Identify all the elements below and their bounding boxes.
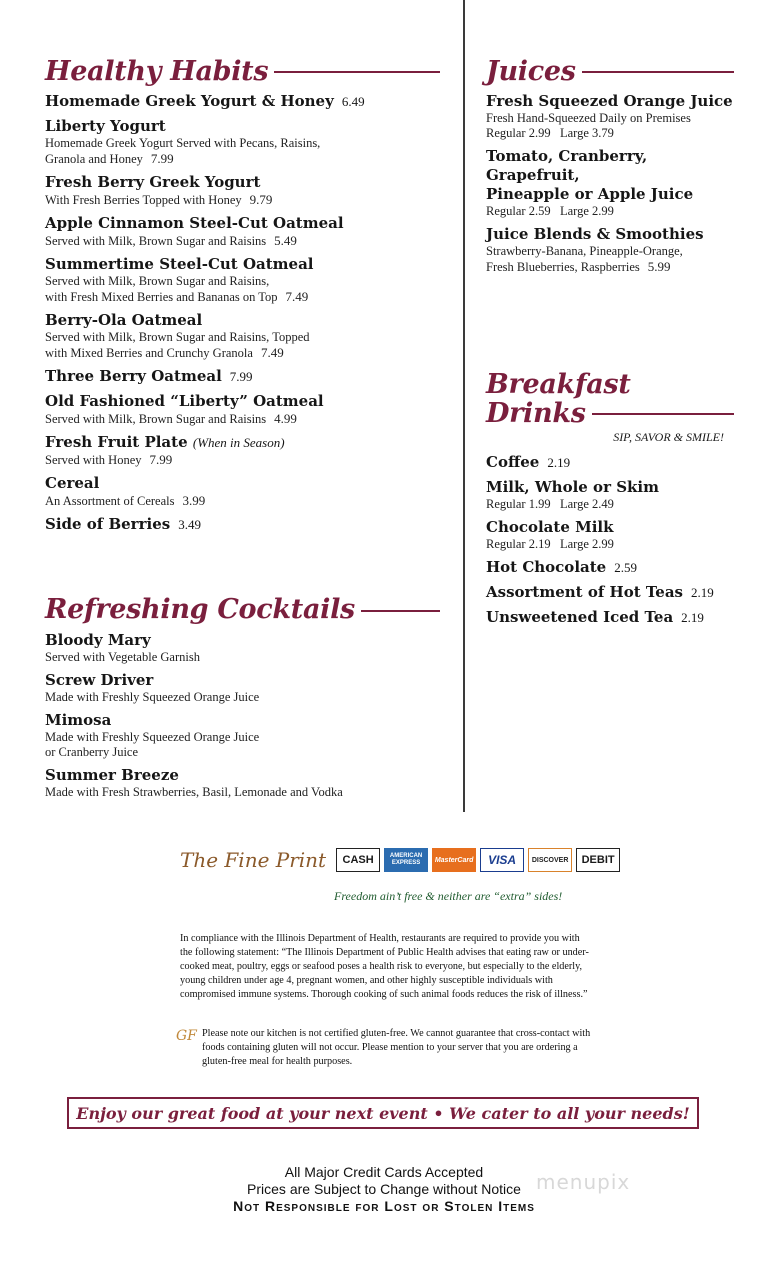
item-name: Screw Driver (45, 670, 154, 689)
item-name: Summertime Steel-Cut Oatmeal (45, 255, 314, 274)
gluten-free-notice: Please note our kitchen is not certified gluten-free. We cannot guarantee that cross-contact with foods containing gluten will not occur. Please mention to your server that you are ordering a gluten-free meal for health purposes. (202, 1028, 591, 1067)
item-desc: Made with Freshly Squeezed Orange Juice (45, 729, 260, 744)
item-price: 2.19 (547, 455, 571, 471)
item-desc: Served with Vegetable Garnish (45, 649, 200, 664)
item-name: Chocolate Milk (486, 518, 614, 537)
healthy-habits-header (45, 58, 440, 86)
bottom-notes (0, 1164, 768, 1215)
item-name: Unsweetened Iced Tea (486, 608, 674, 627)
item-price: 9.79 (249, 192, 273, 208)
section-title: Refreshing Cocktails (45, 594, 355, 626)
title-rule (361, 610, 440, 612)
item-name: Juice Blends & Smoothies (486, 225, 704, 244)
item-desc: With Fresh Berries Topped with Honey (45, 193, 242, 208)
item-name: Liberty Yogurt (45, 117, 166, 136)
menu-item (45, 255, 440, 305)
item-desc: Granola and Honey (45, 152, 143, 167)
item-name: Berry-Ola Oatmeal (45, 311, 203, 330)
menu-item (486, 453, 734, 472)
item-desc: or Cranberry Juice (45, 744, 139, 759)
discover-card-icon: DISCOVER (528, 848, 572, 872)
section-title: Healthy Habits (45, 56, 269, 87)
item-price: 7.49 (285, 289, 309, 305)
item-name: Hot Chocolate (486, 558, 607, 577)
menu-item (45, 173, 440, 208)
item-price: 6.49 (341, 94, 365, 110)
item-note: (When in Season) (192, 435, 285, 451)
amex-card-icon: AMERICAN EXPRESS (384, 848, 428, 872)
credit-cards-note: All Major Credit Cards Accepted (284, 1164, 484, 1180)
menu-item (45, 711, 440, 760)
health-compliance-text: In compliance with the Illinois Department of Health, restaurants are required to provide you with the following statement: “The Illinois Department of Public Health advises that eating raw or under-cooked meat, poultry, eggs or seafood poses a health risk to everyone, but especially to the elderly, young children under age 4, pregnant women, and other highly susceptible individuals with compromised immune systems. Thorough cooking of such animal foods reduces the risk of illness.” (180, 933, 589, 1000)
item-name: Tomato, Cranberry, Grapefruit, (486, 147, 648, 185)
item-name: Bloody Mary (45, 630, 151, 649)
item-name: Apple Cinnamon Steel-Cut Oatmeal (45, 214, 344, 233)
menu-item (486, 558, 734, 577)
item-name: Summer Breeze (45, 765, 179, 784)
item-price: 3.99 (182, 493, 206, 509)
menu-item (45, 515, 440, 534)
menu-item (486, 225, 734, 275)
item-desc: Strawberry-Banana, Pineapple-Orange, (486, 244, 683, 259)
visa-card-icon: VISA (480, 848, 524, 872)
item-desc: Fresh Hand-Squeezed Daily on Premises (486, 111, 691, 126)
menu-item (486, 583, 734, 602)
debit-badge: DEBIT (576, 848, 620, 872)
item-desc: Regular 2.59 Large 2.99 (486, 204, 614, 219)
mastercard-icon: MasterCard (432, 848, 476, 872)
item-desc: with Fresh Mixed Berries and Bananas on Top (45, 290, 278, 305)
right-column (486, 58, 734, 633)
prices-note: Prices are Subject to Change without Notice (247, 1181, 521, 1197)
menu-item (45, 117, 440, 167)
item-name: Side of Berries (45, 515, 171, 534)
item-desc: Homemade Greek Yogurt Served with Pecans, Raisins, (45, 136, 321, 151)
menu-item (486, 608, 734, 627)
juices-header (486, 58, 734, 86)
title-rule (274, 71, 440, 73)
item-price: 2.19 (681, 610, 704, 626)
item-name: Old Fashioned “Liberty” Oatmeal (45, 392, 324, 411)
item-name: Milk, Whole or Skim (486, 478, 659, 497)
section-title-line2: Drinks (486, 397, 586, 429)
responsibility-note: Not Responsible for Lost or Stolen Items (233, 1198, 535, 1214)
item-name-line2: Pineapple or Apple Juice (486, 185, 694, 204)
menu-item (486, 92, 734, 141)
item-desc: Regular 1.99 Large 2.49 (486, 497, 614, 512)
item-desc: Regular 2.19 Large 2.99 (486, 537, 614, 552)
item-name: Assortment of Hot Teas (486, 583, 683, 602)
section-title: Juices (486, 56, 576, 87)
menu-item (486, 147, 734, 219)
item-desc: Served with Milk, Brown Sugar and Raisins (45, 234, 267, 249)
menu-item (45, 631, 440, 665)
title-rule (592, 413, 734, 415)
item-desc: Served with Milk, Brown Sugar and Raisins (45, 412, 267, 427)
item-desc: Served with Honey (45, 453, 142, 468)
fine-print-bar (180, 848, 624, 872)
item-desc: Made with Freshly Squeezed Orange Juice (45, 689, 260, 704)
item-desc: Fresh Blueberries, Raspberries (486, 260, 640, 275)
item-price: 7.99 (229, 369, 253, 385)
menupix-watermark: menupix (536, 1170, 631, 1194)
menu-item (45, 311, 440, 361)
item-desc: Served with Milk, Brown Sugar and Raisins, (45, 274, 270, 289)
item-price: 2.59 (614, 560, 637, 576)
item-name: Fresh Berry Greek Yogurt (45, 173, 261, 192)
fine-print-title: The Fine Print (180, 848, 327, 872)
item-desc: Made with Fresh Strawberries, Basil, Lemonade and Vodka (45, 784, 343, 799)
item-price: 2.19 (691, 585, 714, 601)
column-divider (463, 0, 465, 812)
cash-badge: CASH (336, 848, 380, 872)
menu-item (45, 367, 440, 386)
breakfast-drinks-header (486, 371, 734, 428)
menu-item (45, 214, 440, 249)
item-price: 5.49 (274, 233, 297, 249)
menu-item (45, 433, 440, 468)
catering-banner: Enjoy our great food at your next event • We cater to all your needs! (67, 1097, 699, 1129)
cocktails-header (45, 596, 440, 624)
item-price: 3.49 (178, 517, 201, 533)
item-name: Coffee (486, 453, 540, 472)
item-price: 5.99 (647, 259, 671, 275)
menu-item (486, 518, 734, 552)
menu-item (45, 671, 440, 705)
item-price: 7.99 (149, 452, 173, 468)
section-title: Breakfast (486, 369, 631, 401)
item-name: Cereal (45, 474, 100, 493)
item-desc: with Mixed Berries and Crunchy Granola (45, 346, 253, 361)
item-price: 7.99 (150, 151, 174, 167)
item-price: 4.99 (274, 411, 297, 427)
item-name: Mimosa (45, 710, 112, 729)
gluten-free-icon: GF (176, 1028, 197, 1044)
item-desc: An Assortment of Cereals (45, 494, 175, 509)
freedom-slogan: Freedom ain’t free & neither are “extra” sides! (334, 889, 563, 903)
item-desc: Regular 2.99 Large 3.79 (486, 126, 614, 141)
menu-item (45, 92, 440, 111)
item-name: Three Berry Oatmeal (45, 367, 222, 386)
menu-item (486, 478, 734, 512)
drinks-tagline: SIP, SAVOR & SMILE! (613, 430, 724, 445)
title-rule (582, 71, 734, 73)
left-column (45, 58, 440, 806)
menu-item (45, 392, 440, 427)
menu-item (45, 474, 440, 509)
item-desc: Served with Milk, Brown Sugar and Raisins, Topped (45, 330, 310, 345)
item-name: Fresh Squeezed Orange Juice (486, 92, 733, 111)
item-name: Fresh Fruit Plate (45, 433, 188, 452)
menu-item (45, 766, 440, 800)
item-name: Homemade Greek Yogurt & Honey (45, 92, 334, 111)
item-price: 7.49 (260, 345, 284, 361)
